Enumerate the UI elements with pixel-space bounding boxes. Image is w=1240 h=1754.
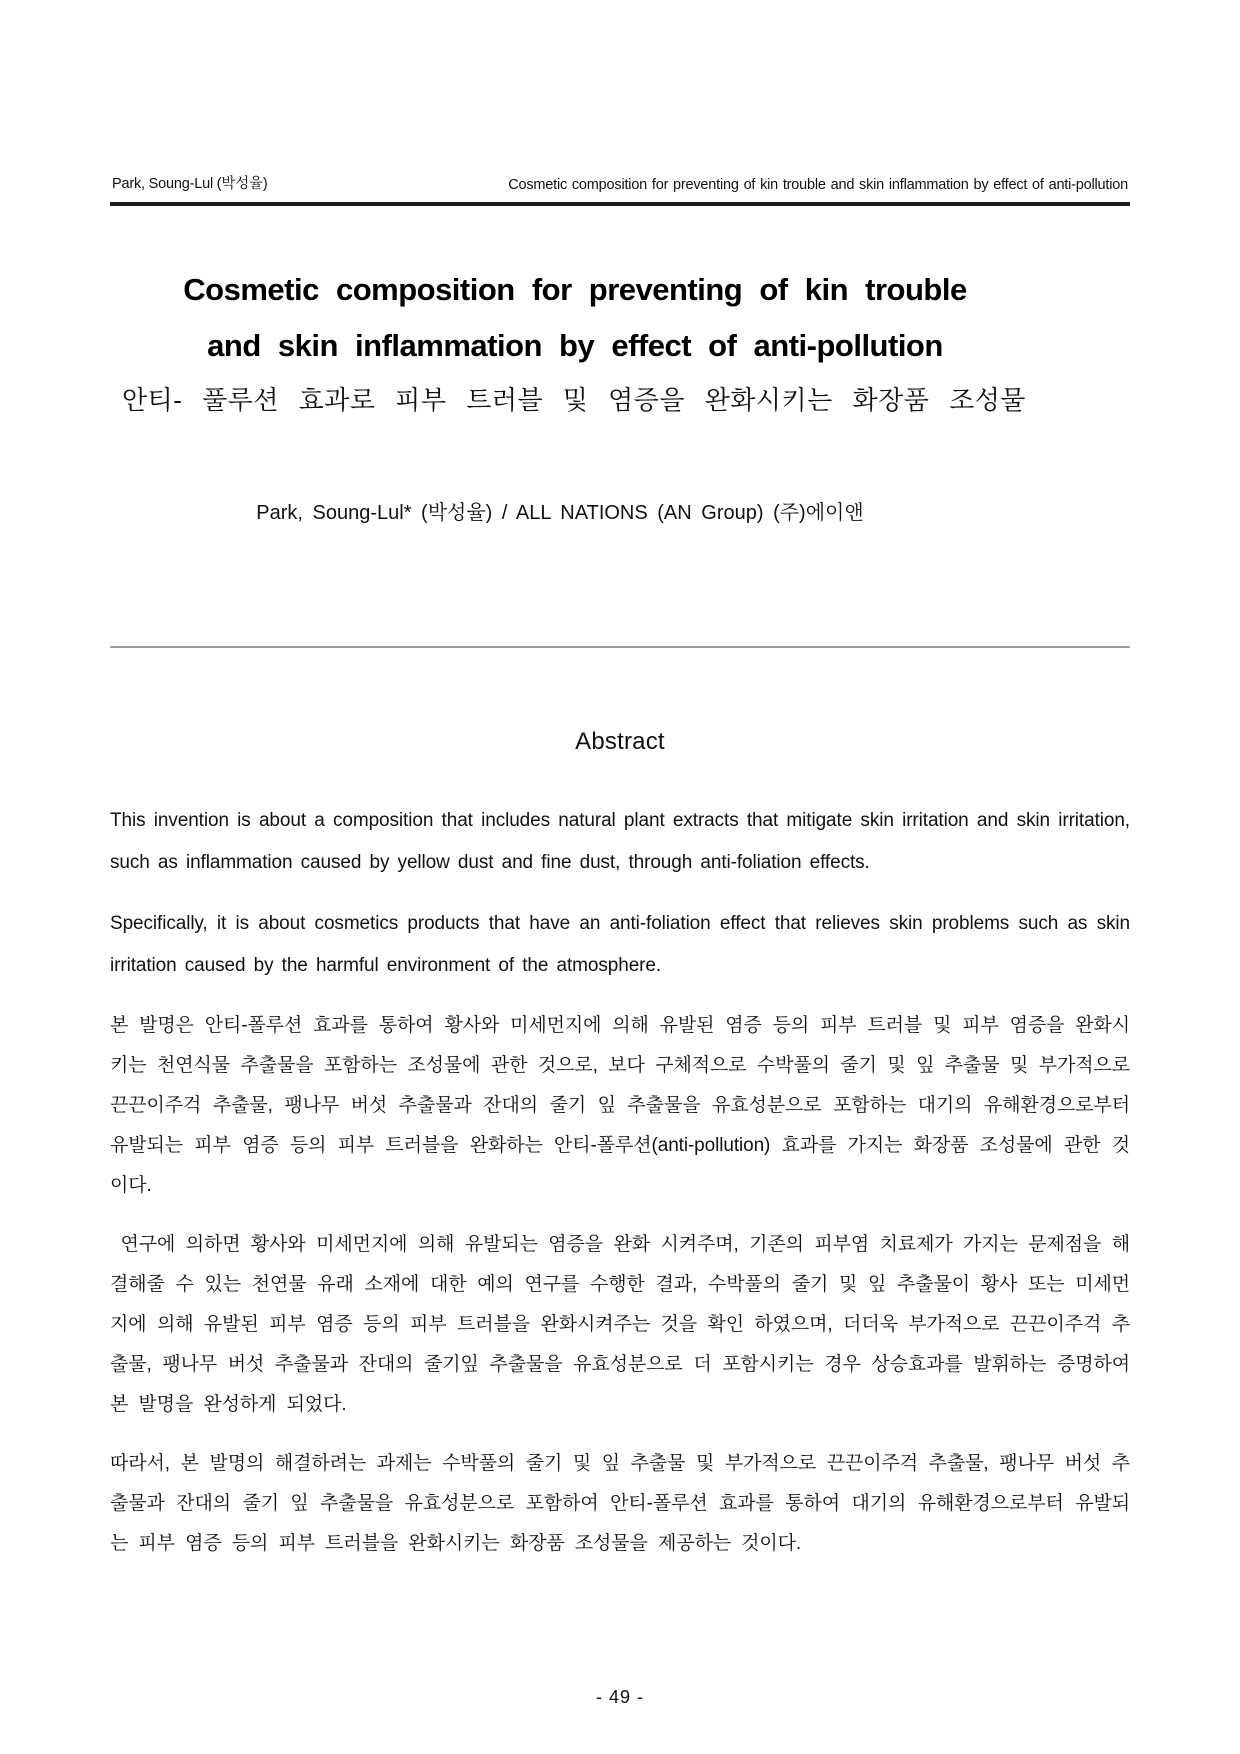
abstract-paragraph-en: Specifically, it is about cosmetics products that have an anti-foliation effect that relieves skin problems such as skin irritation caused by the harmful environment of the atmosphere. — [110, 913, 1139, 976]
running-header — [110, 172, 1130, 206]
page-number: - 49 - — [595, 1687, 644, 1707]
header-running-title: Cosmetic composition for preventing of kin trouble and skin inflammation by effect of anti-pollution — [508, 177, 1128, 193]
title-block — [110, 262, 1130, 374]
abstract-heading: Abstract — [575, 728, 665, 755]
page-content — [110, 172, 1141, 1564]
paper-title-line-1: Cosmetic composition for preventing of kin trouble — [183, 272, 967, 307]
abstract-body — [110, 800, 1141, 1564]
abstract-paragraph-en: This invention is about a composition that includes natural plant extracts that mitigate skin irritation and skin irritation, such as inflammation caused by yellow dust and fine dust, through anti-foliation effects. — [110, 810, 1139, 873]
author-byline: Park, Soung-Lul* (박성율) / ALL NATIONS (AN Group) (주)에이앤 — [256, 502, 864, 524]
paper-subtitle-korean: 안티- 풀루션 효과로 피부 트러블 및 염증을 완화시키는 화장품 조성물 — [122, 385, 1026, 415]
header-author: Park, Soung-Lul (박성율) — [112, 176, 268, 192]
paper-title-line-2: and skin inflammation by effect of anti-pollution — [207, 328, 943, 363]
section-divider — [110, 646, 1130, 648]
abstract-paragraph-ko: 연구에 의하면 황사와 미세먼지에 의해 유발되는 염증을 완화 시켜주며, 기존의 피부염 치료제가 가지는 문제점을 해결해줄 수 있는 천연물 유래 소재에 대한 예의 연구를 수행한 결과, 수박풀의 줄기 및 잎 추출물이 황사 또는 미세먼지에 의해 유발된 피부 염증 등의 피부 트러블을 완화시켜주는 것을 확인 하였으며, 더더욱 부가적으로 끈끈이주걱 추출물, 팽나무 버섯 추출물과 잔대의 줄기잎 추출물을 유효성분으로 더 포함시키는 경우 상승효과를 발휘하는 증명하여 본 발명을 완성하게 되었다. — [110, 1234, 1141, 1415]
abstract-paragraph-ko: 본 발명은 안티-폴루션 효과를 통하여 황사와 미세먼지에 의해 유발된 염증 등의 피부 트러블 및 피부 염증을 완화시키는 천연식물 추출물을 포함하는 조성물에 관한 것으로, 보다 구체적으로 수박풀의 줄기 및 잎 추출물 및 부가적으로 끈끈이주걱 추출물, 팽나무 버섯 추출물과 잔대의 줄기 잎 추출물을 유효성분으로 포함하는 대기의 유해환경으로부터 유발되는 피부 염증 등의 피부 트러블을 완화하는 안티-폴루션(anti-pollution) 효과를 가지는 화장품 조성물에 관한 것이다. — [110, 1015, 1141, 1196]
abstract-paragraph-ko: 따라서, 본 발명의 해결하려는 과제는 수박풀의 줄기 및 잎 추출물 및 부가적으로 끈끈이주걱 추출물, 팽나무 버섯 추출물과 잔대의 줄기 잎 추출물을 유효성분으로 포함하여 안티-폴루션 효과를 통하여 대기의 유해환경으로부터 유발되는 피부 염증 등의 피부 트러블을 완화시키는 화장품 조성물을 제공하는 것이다. — [110, 1453, 1130, 1554]
